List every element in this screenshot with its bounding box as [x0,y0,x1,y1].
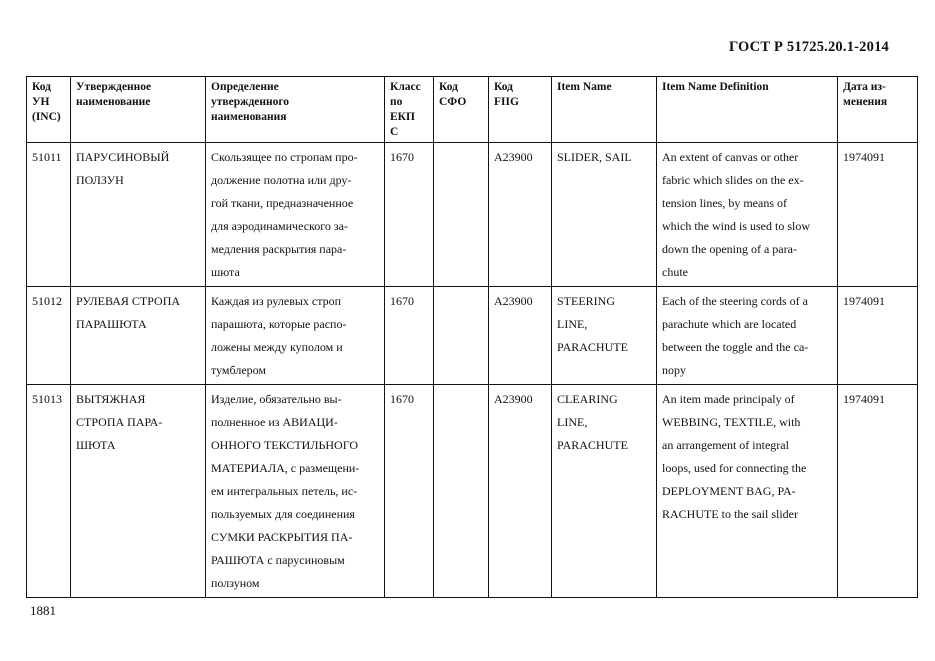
header-sfo [434,77,489,143]
cell-definition [206,287,385,385]
text-line: ем интегральных петель, ис- [211,484,358,498]
text-line: УН [32,96,50,108]
table-row [27,143,918,287]
page-number: 1881 [30,603,56,618]
table-row [27,385,918,598]
cell-item-name [552,385,657,598]
text-line: шюта [211,265,240,279]
cell-sfo [434,287,489,385]
header-class [385,77,434,143]
text-line: SLIDER, SAIL [557,150,632,164]
text-line: ОННОГО ТЕКСТИЛЬНОГО [211,438,358,452]
cell-fiig: A23900 [489,385,552,598]
header-item-name [552,77,657,143]
text-line: Item Name [557,81,612,93]
text-line: для аэродинамического за- [211,219,348,233]
text-line: по [390,96,403,108]
text-line: ВЫТЯЖНАЯ [76,392,146,406]
text-line: РАШЮТА с парусиновым [211,553,345,567]
cell-date: 1974091 [838,287,918,385]
text-line: С [390,126,399,138]
cell-inc: 51013 [27,385,71,598]
cell-class: 1670 [385,385,434,598]
text-line: Изделие, обязательно вы- [211,392,342,406]
header-change-date [838,77,918,143]
cell-class: 1670 [385,143,434,287]
header-fiig [489,77,552,143]
text-line: fabric which slides on the ex- [662,173,804,187]
text-line: LINE, [557,415,588,429]
text-line: ПАРАШЮТА [76,317,147,331]
text-line: гой ткани, предназначенное [211,196,354,210]
text-line: RACHUTE to the sail slider [662,507,798,521]
text-line: (INC) [32,111,61,123]
cell-name [71,385,206,598]
text-line: пользуемых для соединения [211,507,355,521]
text-line: ложены между куполом и [211,340,343,354]
text-line: between the toggle and the ca- [662,340,809,354]
cell-definition [206,385,385,598]
text-line: тумблером [211,363,267,377]
cell-item-definition [657,385,838,598]
cell-item-name [552,143,657,287]
cell-name [71,143,206,287]
text-line: which the wind is used to slow [662,219,810,233]
header-approved-name [71,77,206,143]
text-line: Утвержденное [76,81,152,93]
text-line: Код [494,81,514,93]
header-item-definition [657,77,838,143]
cell-inc: 51011 [27,143,71,287]
text-line: ползуном [211,576,260,590]
catalog-table [26,76,918,598]
text-line: наименование [76,96,151,108]
cell-fiig: A23900 [489,287,552,385]
text-line: должение полотна или дру- [211,173,352,187]
cell-definition [206,143,385,287]
text-line: РУЛЕВАЯ СТРОПА [76,294,181,308]
cell-sfo [434,143,489,287]
document-standard-number: ГОСТ Р 51725.20.1-2014 [728,39,889,55]
text-line: CLEARING [557,392,618,406]
cell-date: 1974091 [838,385,918,598]
text-line: Класс [390,81,421,93]
text-line: ПАРУСИНОВЫЙ [76,150,170,164]
cell-fiig: A23900 [489,143,552,287]
cell-item-name [552,287,657,385]
header-inc [27,77,71,143]
header-name-definition [206,77,385,143]
text-line: ПОЛЗУН [76,173,124,187]
text-line: Item Name Definition [662,81,769,93]
cell-sfo [434,385,489,598]
text-line: наименования [211,111,287,123]
cell-name [71,287,206,385]
text-line: СТРОПА ПАРА- [76,415,163,429]
text-line: down the opening of a para- [662,242,797,256]
text-line: WEBBING, TEXTILE, with [662,415,801,429]
text-line: DEPLOYMENT BAG, PA- [662,484,796,498]
text-line: ШЮТА [76,438,116,452]
text-line: Код [439,81,459,93]
cell-inc: 51012 [27,287,71,385]
text-line: STEERING [557,294,615,308]
text-line: полненное из АВИАЦИ- [211,415,338,429]
text-line: nopy [662,363,686,377]
cell-item-definition [657,143,838,287]
cell-item-definition [657,287,838,385]
text-line: loops, used for connecting the [662,461,807,475]
text-line: LINE, [557,317,588,331]
text-line: Дата из- [843,81,886,93]
text-line: парашюта, которые распо- [211,317,347,331]
table-row [27,287,918,385]
text-line: Определение [211,81,279,93]
text-line: Код [32,81,52,93]
cell-date: 1974091 [838,143,918,287]
text-line: FIIG [494,96,519,108]
text-line: tension lines, by means of [662,196,787,210]
text-line: утвержденного [211,96,290,108]
text-line: Каждая из рулевых строп [211,294,342,308]
text-line: менения [843,96,888,108]
text-line: PARACHUTE [557,438,628,452]
text-line: ЕКП [390,111,415,123]
text-line: СФО [439,96,467,108]
text-line: An extent of canvas or other [662,150,799,164]
text-line: PARACHUTE [557,340,628,354]
text-line: Скользящее по стропам про- [211,150,358,164]
text-line: chute [662,265,688,279]
text-line: медления раскрытия пара- [211,242,347,256]
text-line: parachute which are located [662,317,797,331]
text-line: МАТЕРИАЛА, с размещени- [211,461,360,475]
text-line: СУМКИ РАСКРЫТИЯ ПА- [211,530,353,544]
text-line: an arrangement of integral [662,438,789,452]
text-line: An item made principaly of [662,392,795,406]
text-line: Each of the steering cords of a [662,294,808,308]
cell-class: 1670 [385,287,434,385]
table-header-row [27,77,918,143]
